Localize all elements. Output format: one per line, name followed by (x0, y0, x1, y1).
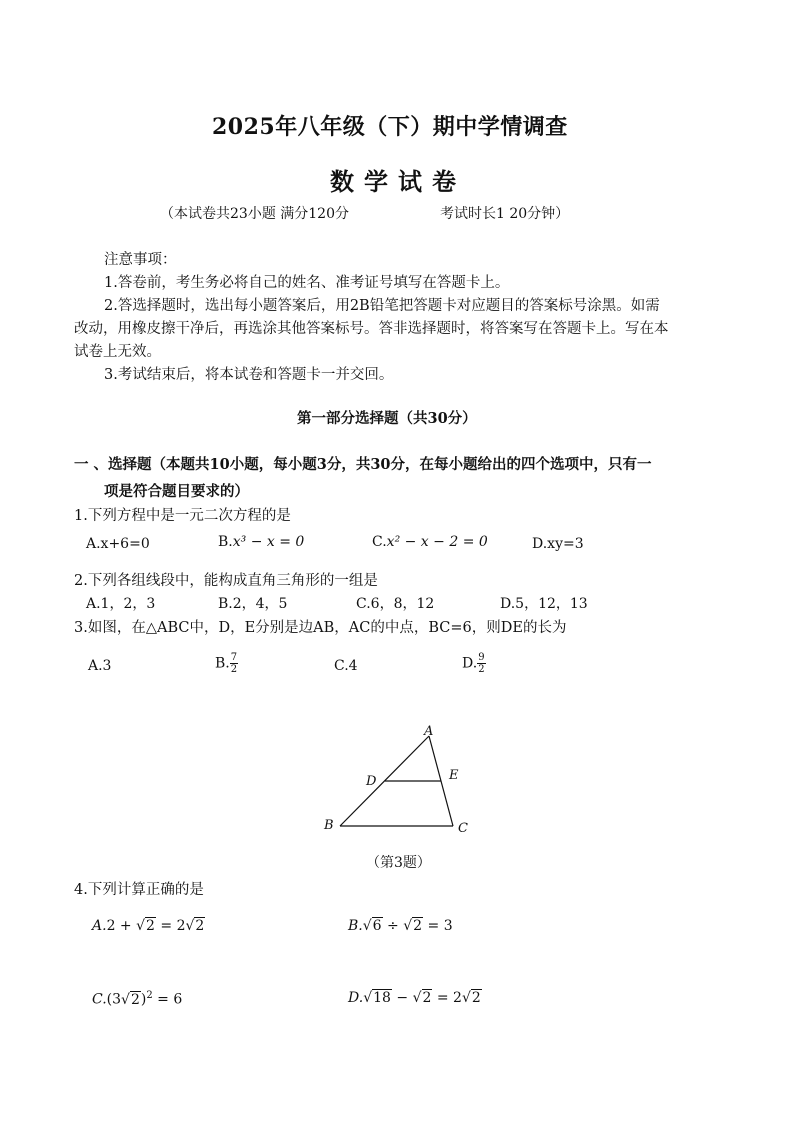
exam-title: 2025年八年级（下）期中学情调查 (212, 114, 568, 140)
q2-option-c: C.6，8，12 (356, 596, 435, 612)
sqrt-symbol: √2 (412, 990, 432, 1006)
sqrt-symbol: √2 (136, 918, 155, 934)
q4-option-d-label: D. (348, 990, 364, 1006)
notes-item-3: 3.考试结束后，将本试卷和答题卡一并交回。 (104, 367, 394, 383)
q4-option-a-label: A. (92, 918, 107, 934)
vertex-label-c: C (458, 821, 468, 836)
point-label-d: D (366, 774, 377, 789)
vertex-label-a: A (424, 724, 434, 739)
q4-option-b-radicand-2: 2 (413, 918, 423, 934)
section-one-line-2: 项是符合题目要求的） (104, 483, 249, 500)
vertex-label-b: B (324, 818, 334, 833)
q4-option-b-result: = 3 (423, 918, 453, 934)
exam-info-right: 考试时长1 20分钟） (440, 206, 570, 222)
sqrt-symbol: √2 (121, 991, 140, 1008)
q4-option-b-divide: ÷ (382, 918, 404, 934)
q1-stem: 1.下列方程中是一元二次方程的是 (74, 508, 291, 524)
q1-option-b-math: x³ − x = 0 (232, 534, 305, 550)
notes-item-2-line-1: 2.答选择题时，选出每小题答案后，用2B铅笔把答题卡对应题目的答案标号涂黑。如需 (104, 298, 660, 314)
q3-figure-caption: （第3题） (366, 855, 431, 871)
q1-option-c (372, 534, 488, 550)
q2-option-a: A.1，2，3 (86, 596, 156, 612)
q3-option-b (215, 652, 238, 675)
exam-info-left: （本试卷共23小题 满分120分 (160, 206, 349, 222)
q4-option-a-radicand-2: 2 (195, 918, 205, 934)
q4-option-c-label: C. (92, 991, 107, 1008)
sqrt-symbol: √18 (363, 990, 391, 1006)
q4-option-a-radicand-1: 2 (146, 918, 155, 934)
q4-option-b (348, 918, 453, 934)
q3-option-b-label: B. (215, 655, 230, 672)
sqrt-symbol: √6 (362, 918, 382, 934)
notes-item-2-line-2: 改动，用橡皮擦干净后，再选涂其他答案标号。答非选择题时，将答案写在答题卡上。写在本 (74, 321, 669, 337)
exam-subtitle: 数学试卷 (330, 167, 466, 196)
q3-option-d-label: D. (462, 655, 478, 672)
notes-item-2-line-3: 试卷上无效。 (74, 344, 161, 360)
q4-option-d-radicand-1: 18 (373, 990, 391, 1006)
q4-option-c-exponent: 2 (146, 990, 153, 1001)
q3-option-b-fraction (230, 652, 238, 675)
q4-option-c-result: = 6 (152, 991, 183, 1008)
q4-option-c-close: ) (140, 991, 147, 1008)
q4-option-a (92, 918, 205, 934)
q4-option-b-label: B. (348, 918, 363, 934)
q4-option-a-equals: = 2 (155, 918, 186, 934)
q4-option-d-radicand-2: 2 (422, 990, 432, 1006)
q3-option-b-numerator: 7 (230, 652, 238, 663)
q3-option-d-numerator: 9 (478, 652, 485, 663)
sqrt-symbol: √2 (461, 990, 481, 1006)
q4-option-d-radicand-3: 2 (471, 990, 481, 1006)
notes-item-1: 1.答卷前，考生务必将自己的姓名、准考证号填写在答题卡上。 (104, 275, 510, 291)
q3-option-b-denominator: 2 (230, 664, 238, 675)
point-label-e: E (449, 768, 459, 783)
q2-option-d: D.5，12，13 (500, 596, 588, 612)
q1-option-b-label: B. (218, 534, 233, 550)
q1-option-a: A.x+6=0 (86, 536, 150, 552)
notes-heading: 注意事项： (104, 252, 177, 268)
q3-option-c: C.4 (334, 658, 358, 674)
q2-stem: 2.下列各组线段中，能构成直角三角形的一组是 (74, 573, 378, 589)
section-one-line-1: 一 、选择题（本题共10小题，每小题3分，共30分，在每小题给出的四个选项中，只有一 (74, 456, 652, 473)
q3-stem: 3.如图，在△ABC中，D，E分别是边AB，AC的中点，BC=6，则DE的长为 (74, 620, 567, 636)
q1-option-c-math: x² − x − 2 = 0 (386, 534, 488, 550)
q3-option-d-denominator: 2 (478, 664, 485, 675)
q3-triangle-figure (310, 718, 490, 840)
q1-option-b (218, 534, 304, 550)
q4-stem: 4.下列计算正确的是 (74, 882, 204, 898)
q4-option-a-term: 2 + (106, 918, 137, 934)
q4-option-b-radicand-1: 6 (372, 918, 382, 934)
q1-option-c-label: C. (372, 534, 387, 550)
q3-option-d-fraction (477, 652, 485, 675)
q4-option-d-equals: = 2 (432, 990, 462, 1006)
q4-option-d (348, 990, 482, 1006)
q4-option-c-open: (3 (106, 991, 122, 1008)
q3-option-d (462, 652, 486, 675)
sqrt-symbol: √2 (403, 918, 423, 934)
sqrt-symbol: √2 (185, 918, 205, 934)
q1-option-d: D.xy=3 (532, 536, 584, 552)
q4-option-d-minus: − (391, 990, 413, 1006)
q2-option-b: B.2，4，5 (218, 596, 288, 612)
q4-option-c (92, 990, 182, 1008)
q4-option-c-radicand: 2 (130, 991, 140, 1008)
q3-option-a: A.3 (88, 658, 112, 674)
part1-heading: 第一部分选择题（共30分） (297, 410, 477, 427)
